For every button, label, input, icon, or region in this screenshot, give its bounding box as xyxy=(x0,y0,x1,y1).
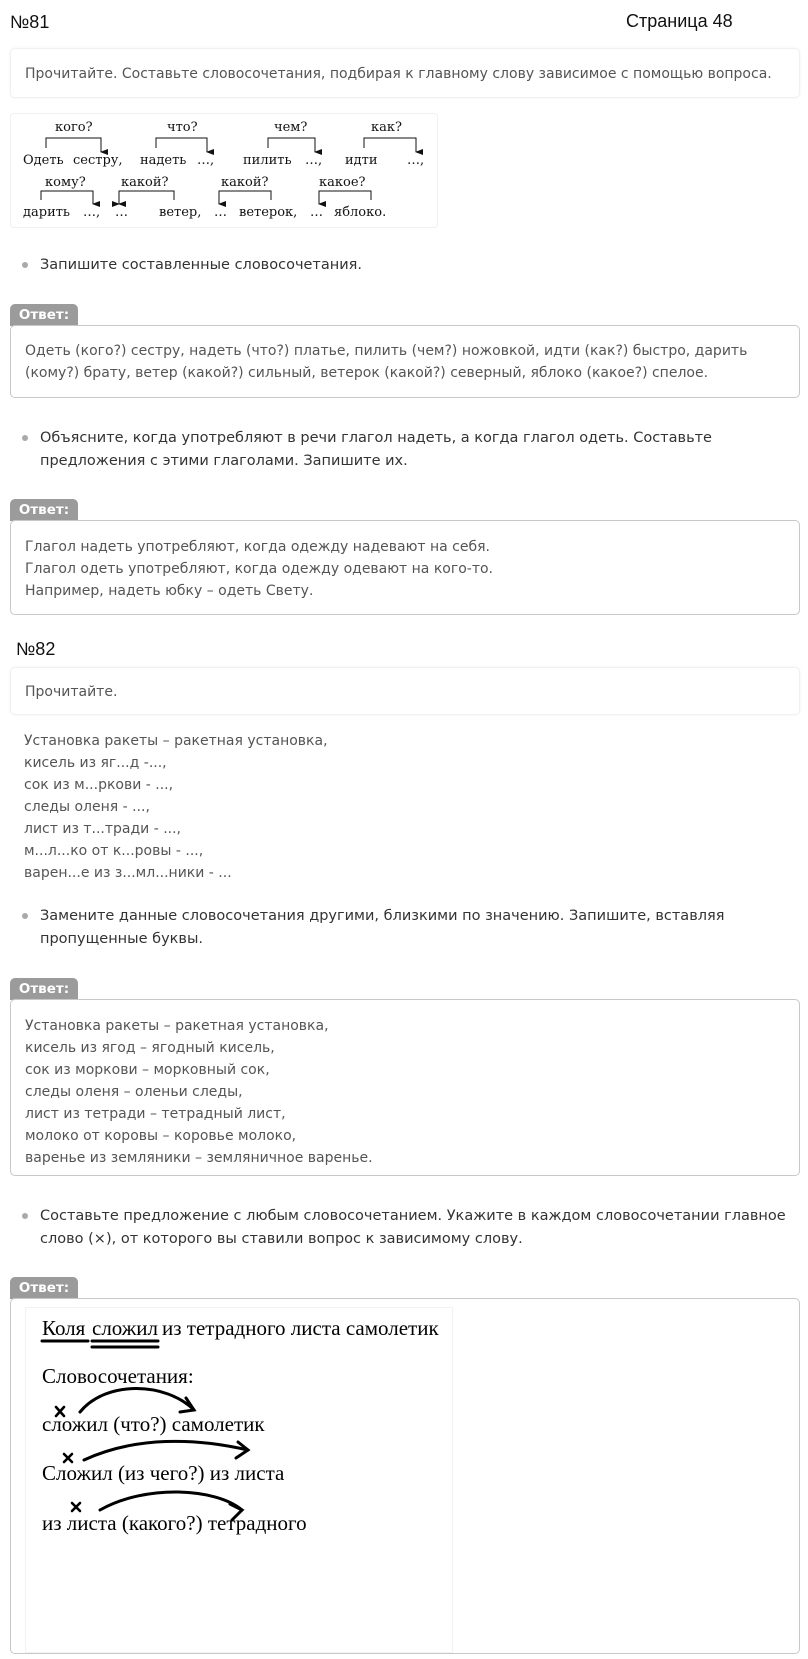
q2-3: какой? xyxy=(221,175,269,190)
bullet-dot xyxy=(22,435,28,441)
w1-2: сестру, xyxy=(73,153,123,168)
w2-5: … xyxy=(214,205,227,220)
exercise-81-svg xyxy=(11,114,437,227)
task-number-81: №81 xyxy=(10,12,50,32)
handwritten-svg xyxy=(26,1308,452,1652)
q1-4: как? xyxy=(371,120,402,135)
bracket-2-2 xyxy=(119,191,174,204)
q1-2: что? xyxy=(167,120,198,135)
arc-1 xyxy=(80,1389,194,1413)
w2-8: яблоко. xyxy=(334,205,387,220)
phrase-2: Сложил (из чего?) из листа xyxy=(42,1461,285,1485)
phrase-1: сложил (что?) самолетик xyxy=(42,1412,265,1436)
answer-label: Ответ: xyxy=(10,1277,78,1299)
exercise-line: м...л...ко от к...ровы - ..., xyxy=(24,843,204,859)
bracket-2-4 xyxy=(319,191,371,204)
w2-3: … xyxy=(115,205,128,220)
task-81-instruction-box xyxy=(10,48,800,98)
answer-line: Глагол одеть употребляют, когда одежду одевают на кого-то. xyxy=(25,561,494,577)
bracket-1-4 xyxy=(364,138,416,152)
task-number-82: №82 xyxy=(16,639,56,659)
bracket-1-2 xyxy=(156,138,207,152)
task-81-bullet-1 xyxy=(18,254,788,278)
bullet-text: Запишите составленные словосочетания. xyxy=(40,257,363,273)
arc-2 xyxy=(84,1441,248,1460)
q1-3: чем? xyxy=(274,120,308,135)
sentence-predicate: сложил xyxy=(92,1316,159,1340)
answer-line: Глагол надеть употребляют, когда одежду надевают на себя. xyxy=(25,539,490,555)
exercise-line: сок из м...ркови - ..., xyxy=(24,777,174,793)
bullet-text: Объясните, когда употребляют в речи глагол надеть, а когда глагол одеть. Составьте предложения с этими глаголами. Запишите их. xyxy=(40,430,712,469)
sentence-rest: из тетрадного листа самолетик xyxy=(162,1316,439,1340)
bracket-2-1 xyxy=(41,191,93,204)
answer-line: следы оленя – оленьи следы, xyxy=(25,1084,243,1100)
w2-6: ветерок, xyxy=(239,205,298,220)
task-81-bullet-2 xyxy=(18,427,788,475)
w1-6: …, xyxy=(305,153,323,168)
task-81-instruction: Прочитайте. Составьте словосочетания, подбирая к главному слову зависимое с помощью вопроса. xyxy=(25,66,772,82)
task-82-bullet-1 xyxy=(18,905,788,953)
exercise-line: варен...е из з...мл...ники - ... xyxy=(24,865,232,881)
q2-2: какой? xyxy=(121,175,169,190)
answer-line: кисель из ягод – ягодный кисель, xyxy=(25,1040,275,1056)
answer-box-82-2 xyxy=(10,1298,800,1654)
task-82-instruction: Прочитайте. xyxy=(25,684,118,700)
bracket-1-1 xyxy=(46,138,101,152)
bullet-dot xyxy=(22,1213,28,1219)
exercise-line: следы оленя - ..., xyxy=(24,799,150,815)
answer-line: сок из моркови – морковный сок, xyxy=(25,1062,270,1078)
w1-3: надеть xyxy=(140,153,187,168)
bracket-1-3 xyxy=(268,138,315,152)
answer-label: Ответ: xyxy=(10,499,78,521)
answer-box-81-1 xyxy=(10,325,800,398)
bracket-2-3 xyxy=(219,191,271,204)
answer-line: варенье из земляники – земляничное варенье. xyxy=(25,1150,373,1166)
answer-label: Ответ: xyxy=(10,978,78,1000)
answer-box-82-1 xyxy=(10,999,800,1176)
w2-4: ветер, xyxy=(159,205,202,220)
task-82-instruction-box xyxy=(10,667,800,715)
phrases-heading: Словосочетания: xyxy=(42,1364,194,1388)
w1-1: Одеть xyxy=(23,153,64,168)
arc-3 xyxy=(100,1492,242,1510)
q2-1: кому? xyxy=(45,175,86,190)
w2-1: дарить xyxy=(23,205,71,220)
task-82-exercise-lines xyxy=(24,730,328,884)
bullet-dot xyxy=(22,262,28,268)
answer-box-81-2 xyxy=(10,520,800,615)
bullet-dot xyxy=(22,913,28,919)
main-word-x-3 xyxy=(72,1503,80,1511)
w2-7: … xyxy=(310,205,323,220)
exercise-line: кисель из яг...д -..., xyxy=(24,755,167,771)
answer-line: молоко от коровы – коровье молоко, xyxy=(25,1128,297,1144)
page-number: Страница 48 xyxy=(626,11,733,31)
exercise-line: Установка ракеты – ракетная установка, xyxy=(24,733,328,749)
answer-line: Установка ракеты – ракетная установка, xyxy=(25,1018,329,1034)
q2-4: какое? xyxy=(319,175,366,190)
w1-5: пилить xyxy=(243,153,292,168)
task-82-bullet-2 xyxy=(18,1205,788,1253)
bullet-text: Замените данные словосочетания другими, близкими по значению. Запишите, вставляя пропущенные буквы. xyxy=(40,908,725,947)
answer-line: Например, надеть юбку – одеть Свету. xyxy=(25,583,314,599)
answer-text: Одеть (кого?) сестру, надеть (что?) платье, пилить (чем?) ножовкой, идти (как?) быстро, дарить (кому?) брату, ветер (какой?) сильный, ветерок (какой?) северный, яблоко (какое?) спелое. xyxy=(25,343,748,381)
w1-7: идти xyxy=(345,153,378,168)
w2-2: …, xyxy=(83,205,101,220)
answer-line: лист из тетради – тетрадный лист, xyxy=(25,1106,286,1122)
w1-8: …, xyxy=(407,153,425,168)
phrase-3: из листа (какого?) тетрадного xyxy=(42,1511,307,1535)
exercise-81-figure xyxy=(10,113,438,228)
answer-label: Ответ: xyxy=(10,304,78,326)
sentence-subject: Коля xyxy=(42,1316,86,1340)
w1-4: …, xyxy=(197,153,215,168)
exercise-line: лист из т...тради - ..., xyxy=(24,821,182,837)
q1-1: кого? xyxy=(55,120,93,135)
bullet-text: Составьте предложение с любым словосочетанием. Укажите в каждом словосочетании главное слово (×), от которого вы ставили вопрос к зависимому слову. xyxy=(40,1208,786,1247)
handwritten-answer-image xyxy=(25,1307,453,1653)
